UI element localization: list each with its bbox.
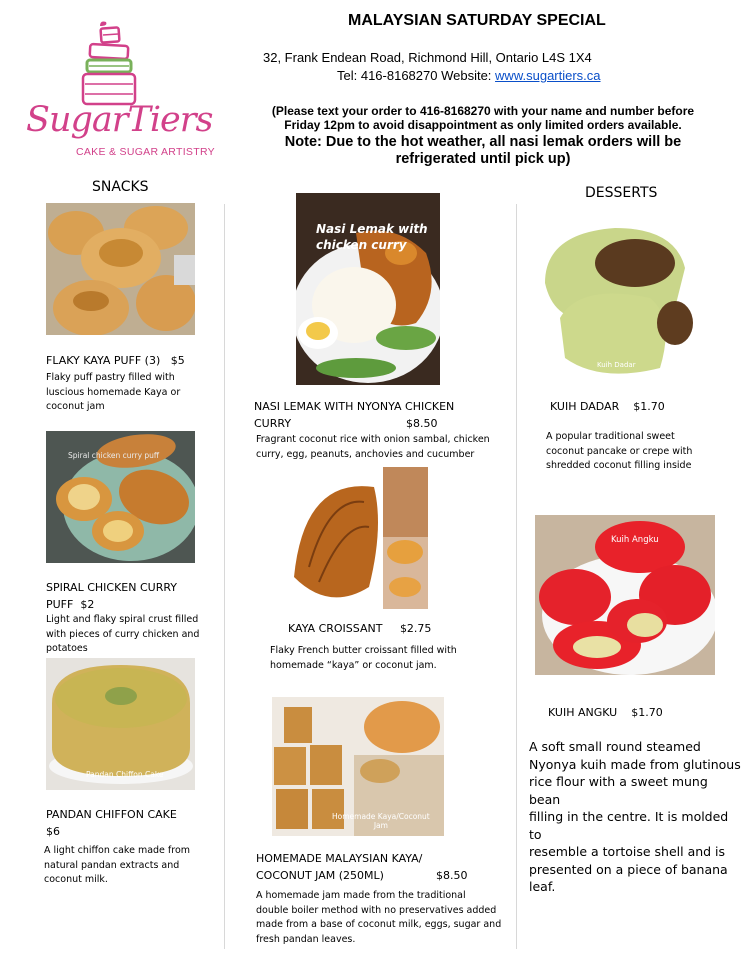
- item-name-nasi-lemak: NASI LEMAK WITH NYONYA CHICKEN CURRY $8.50: [254, 400, 455, 430]
- kaya-jam-image: [272, 697, 444, 836]
- page-title: MALAYSIAN SATURDAY SPECIAL: [348, 12, 606, 29]
- item-desc-kaya-jam: A homemade jam made from the traditional double boiler method with no preservatives added made from a base of coconut milk, eggs, sugar and fresh pandan leaves.: [256, 890, 502, 945]
- item-desc-kaya-croissant: Flaky French butter croissant filled with homemade “kaya” or coconut jam.: [270, 645, 457, 671]
- pandan-cake-image: [46, 658, 195, 790]
- price: $8.50: [406, 417, 438, 430]
- price: $1.70: [631, 706, 663, 719]
- item-desc-curry-puff: Light and flaky spiral crust filled with pieces of curry chicken and potatoes: [46, 614, 200, 654]
- item-name-kaya-jam: HOMEMADE MALAYSIAN KAYA/ COCONUT JAM (250ML) $8.50: [256, 852, 468, 882]
- item-desc-kuih-dadar: A popular traditional sweet coconut pancake or crepe with shredded coconut filling inside: [546, 431, 693, 471]
- column-divider: [224, 204, 225, 949]
- logo-tagline: CAKE & SUGAR ARTISTRY: [76, 146, 215, 158]
- price: $8.50: [436, 869, 468, 882]
- item-name-kaya-croissant: KAYA CROISSANT $2.75: [288, 622, 432, 635]
- image-caption: Nasi Lemak with chicken curry: [316, 222, 428, 252]
- image-caption: Homemade Kaya/Coconut Jam: [332, 812, 430, 830]
- item-desc-pandan-cake: A light chiffon cake made from natural pandan extracts and coconut milk.: [44, 845, 191, 885]
- kuih-angku-image: [535, 515, 715, 675]
- logo: [24, 18, 224, 163]
- section-heading-desserts: DESSERTS: [585, 185, 658, 201]
- item-name-kaya-puff: FLAKY KAYA PUFF (3) $5: [46, 354, 185, 367]
- item-name-kuih-dadar: KUIH DADAR $1.70: [550, 400, 665, 413]
- order-notice-line: Friday 12pm to avoid disappointment as only limited orders available.: [284, 118, 682, 132]
- item-name-kuih-angku: KUIH ANGKU $1.70: [548, 706, 663, 719]
- price: $2.75: [399, 622, 432, 635]
- kuih-dadar-image: [535, 223, 698, 385]
- item-desc-kaya-puff: Flaky puff pastry filled with luscious homemade Kaya or coconut jam: [46, 372, 181, 412]
- item-name-curry-puff: SPIRAL CHICKEN CURRY PUFF $2: [46, 581, 178, 611]
- order-notice-line: (Please text your order to 416-8168270 with your name and number before: [271, 104, 695, 118]
- item-desc-nasi-lemak: Fragrant coconut rice with onion sambal, chicken curry, egg, peanuts, anchovies and cucumber: [256, 434, 490, 460]
- kaya-puff-image: [46, 203, 195, 335]
- section-heading-snacks: SNACKS: [92, 179, 149, 195]
- item-desc-kuih-angku: A soft small round steamed Nyonya kuih made from glutinous rice flour with a sweet mung bean filling in the centre. It is molded to resemble a tortoise shell and is presented on a piece of banana leaf.: [529, 739, 741, 894]
- nasi-lemak-image: [296, 193, 440, 385]
- curry-puff-image: [46, 431, 195, 563]
- kaya-croissant-image: [289, 467, 428, 609]
- logo-brand: SugarTiers: [26, 100, 213, 140]
- price: $6: [46, 825, 60, 838]
- image-caption: Spiral chicken curry puff: [68, 451, 160, 460]
- weather-note: [248, 134, 718, 168]
- contact-line: [337, 68, 601, 83]
- column-divider: [516, 204, 517, 949]
- cake-tiers-icon: [79, 18, 139, 110]
- image-caption: Kuih Dadar: [597, 361, 636, 369]
- order-notice: [248, 104, 718, 132]
- note-line: Note: Due to the hot weather, all nasi lemak orders will be: [284, 134, 682, 150]
- address: 32, Frank Endean Road, Richmond Hill, Ontario L4S 1X4: [263, 50, 592, 65]
- price: $5: [170, 354, 185, 367]
- phone-text: Tel: 416-8168270 Website:: [337, 68, 492, 83]
- price: $2: [80, 598, 95, 611]
- price: $1.70: [633, 400, 665, 413]
- image-caption: Kuih Angku: [611, 535, 659, 545]
- website-link[interactable]: www.sugartiers.ca: [495, 68, 601, 83]
- item-name-pandan-cake: PANDAN CHIFFON CAKE $6: [46, 808, 177, 838]
- note-line: refrigerated until pick up): [395, 151, 571, 167]
- image-caption: Pandan Chiffon Cake: [86, 770, 164, 779]
